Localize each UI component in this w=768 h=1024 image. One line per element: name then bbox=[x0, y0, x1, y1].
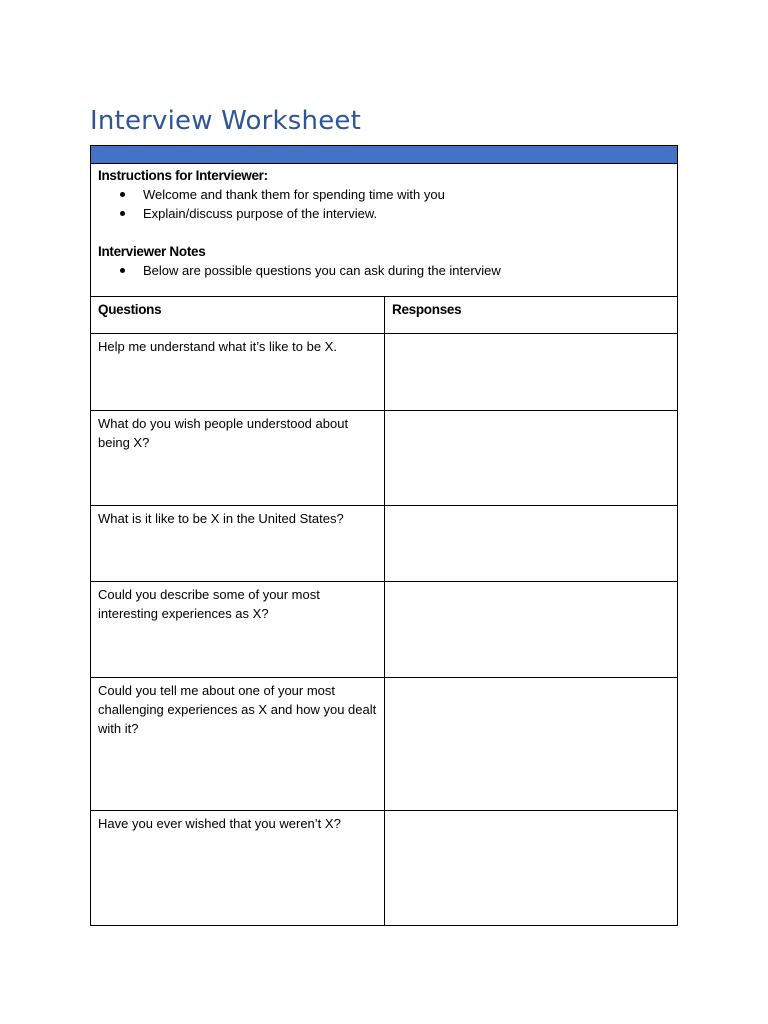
question-cell: Have you ever wished that you weren’t X? bbox=[91, 811, 385, 925]
table-row bbox=[91, 678, 677, 811]
response-cell[interactable] bbox=[385, 582, 677, 677]
question-cell: Could you describe some of your most interesting experiences as X? bbox=[91, 582, 385, 677]
list-item bbox=[98, 261, 670, 280]
list-item bbox=[98, 185, 670, 204]
questions-column-header: Questions bbox=[91, 297, 385, 333]
response-cell[interactable] bbox=[385, 334, 677, 410]
page-title: Interview Worksheet bbox=[90, 106, 362, 136]
table-row bbox=[91, 506, 677, 582]
response-cell[interactable] bbox=[385, 811, 677, 925]
responses-column-header: Responses bbox=[392, 302, 462, 317]
question-cell: Help me understand what it’s like to be X. bbox=[91, 334, 385, 410]
table-row bbox=[91, 334, 677, 411]
header-band bbox=[91, 146, 677, 164]
response-cell[interactable] bbox=[385, 411, 677, 505]
spacer bbox=[98, 223, 670, 242]
question-cell: What do you wish people understood about being X? bbox=[91, 411, 385, 505]
response-cell[interactable] bbox=[385, 506, 677, 581]
instructions-section bbox=[91, 164, 677, 297]
response-cell[interactable] bbox=[385, 678, 677, 810]
instructions-heading: Instructions for Interviewer: bbox=[98, 168, 268, 183]
bullet-icon bbox=[120, 268, 125, 273]
instructions-list bbox=[98, 185, 670, 223]
notes-list bbox=[98, 261, 670, 280]
question-cell: What is it like to be X in the United States? bbox=[91, 506, 385, 581]
table-row bbox=[91, 411, 677, 506]
bullet-icon bbox=[120, 192, 125, 197]
table-row bbox=[91, 811, 677, 925]
notes-heading: Interviewer Notes bbox=[98, 244, 206, 259]
list-item-text: Explain/discuss purpose of the interview. bbox=[143, 206, 378, 221]
bullet-icon bbox=[120, 211, 125, 216]
worksheet-table bbox=[90, 145, 678, 926]
table-header-row bbox=[91, 297, 677, 334]
question-cell: Could you tell me about one of your most challenging experiences as X and how you dealt with it? bbox=[91, 678, 385, 810]
table-row bbox=[91, 582, 677, 678]
list-item bbox=[98, 204, 670, 223]
list-item-text: Below are possible questions you can ask during the interview bbox=[143, 263, 501, 278]
list-item-text: Welcome and thank them for spending time with you bbox=[143, 187, 445, 202]
